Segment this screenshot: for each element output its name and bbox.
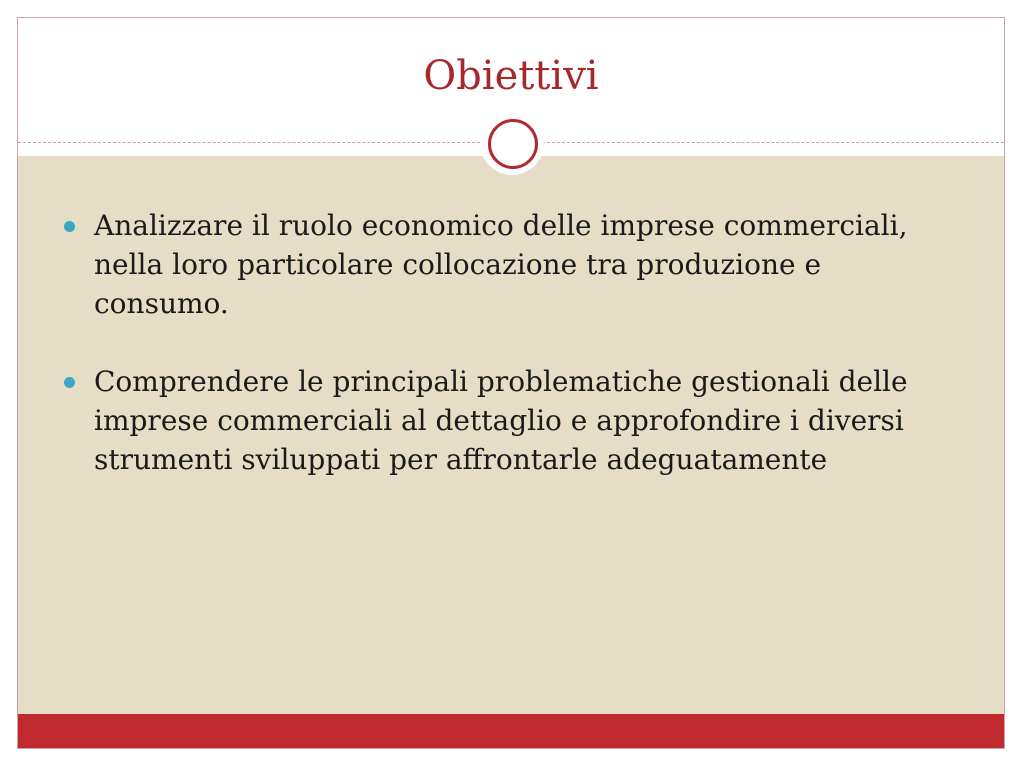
bullet-item: [64, 206, 964, 323]
slide-title: Obiettivi: [423, 53, 599, 99]
ornament-ring: [488, 119, 538, 169]
slide: [17, 17, 1005, 749]
bullet-dot-icon: [64, 377, 75, 388]
bullet-dot-icon: [64, 221, 75, 232]
bullet-item: [64, 362, 964, 479]
footer-bar: [18, 714, 1004, 748]
bullet-text: Analizzare il ruolo economico delle imprese commerciali, nella loro particolare collocazione tra produzione e consumo.: [94, 209, 908, 320]
bullet-list: [64, 206, 964, 518]
bullet-text: Comprendere le principali problematiche gestionali delle imprese commerciali al dettaglio e approfondire i diversi strumenti sviluppati per affrontarle adeguatamente: [94, 365, 908, 476]
circle-ornament-icon: [480, 111, 544, 175]
